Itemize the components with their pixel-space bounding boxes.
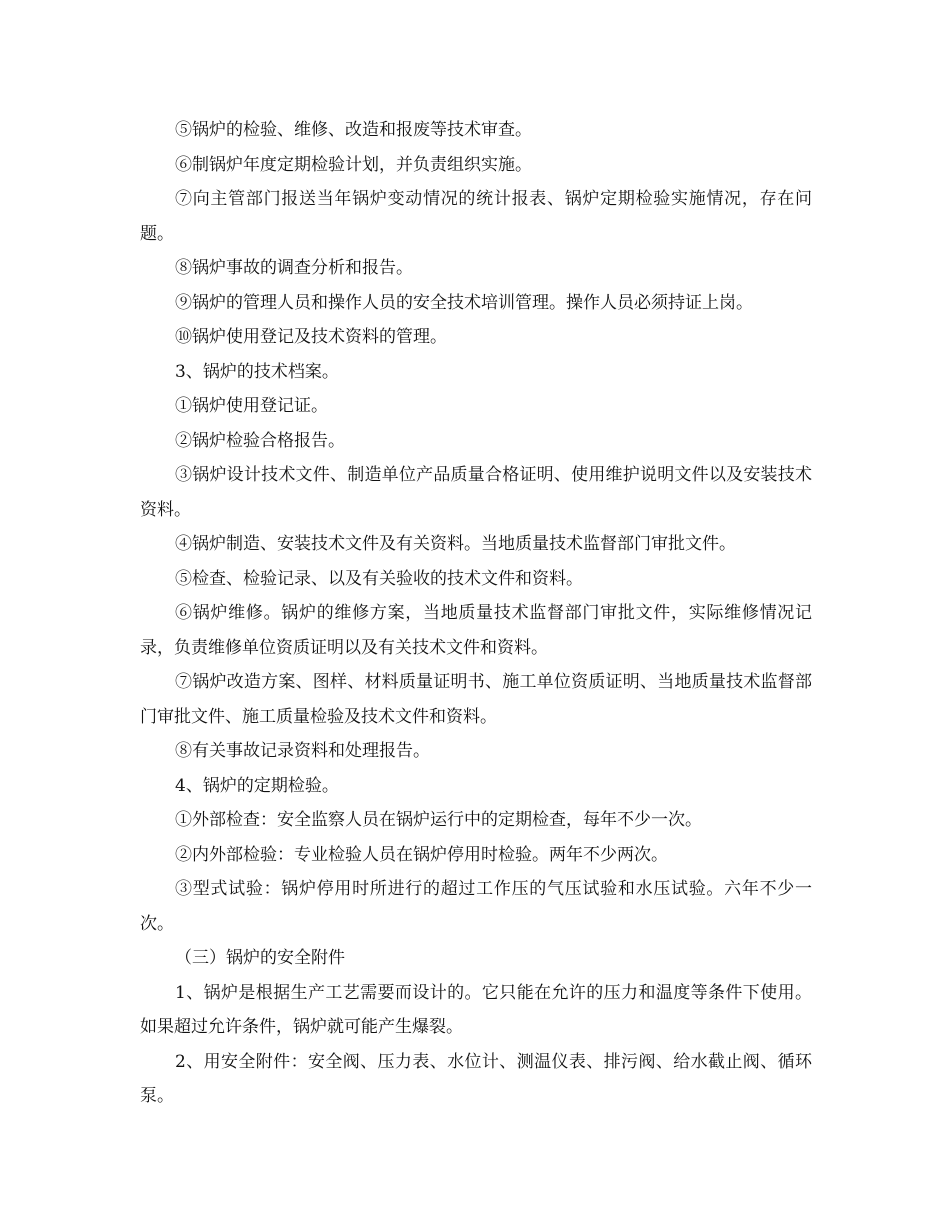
safety-paragraph-1: 1、锅炉是根据生产工艺需要而设计的。它只能在允许的压力和温度等条件下使用。如果超过允许条件，锅炉就可能产生爆裂。 [140, 982, 812, 1037]
archive-item-8: ⑧有关事故记录资料和处理报告。 [175, 741, 430, 761]
archive-item-5: ⑤检查、检验记录、以及有关验收的技术文件和资料。 [175, 568, 583, 589]
paragraph-item-7-reporting: ⑦向主管部门报送当年锅炉变动情况的统计报表、锅炉定期检验实施情况，存在问题。 [140, 189, 812, 244]
section-heading-periodic-inspection: 4、锅炉的定期检验。 [175, 775, 339, 796]
archive-item-2: ②锅炉检验合格报告。 [175, 430, 345, 451]
paragraph-item-5-inspection: ⑤锅炉的检验、维修、改造和报废等技术审查。 [175, 120, 532, 140]
section-heading-technical-archive: 3、锅炉的技术档案。 [175, 361, 339, 382]
archive-item-4: ④锅炉制造、安装技术文件及有关资料。当地质量技术监督部门审批文件。 [175, 534, 736, 554]
archive-item-6: ⑥锅炉维修。锅炉的维修方案，当地质量技术监督部门审批文件，实际维修情况记录，负责维修单位资质证明以及有关技术文件和资料。 [140, 603, 812, 658]
archive-item-3: ③锅炉设计技术文件、制造单位产品质量合格证明、使用维护说明文件以及安装技术资料。 [140, 465, 812, 520]
paragraph-item-9-training: ⑨锅炉的管理人员和操作人员的安全技术培训管理。操作人员必须持证上岗。 [175, 292, 753, 313]
inspection-item-3: ③型式试验：锅炉停用时所进行的超过工作压的气压试验和水压试验。六年不少一次。 [140, 879, 812, 934]
paragraph-item-10-registration: ⑩锅炉使用登记及技术资料的管理。 [175, 327, 447, 347]
archive-item-7: ⑦锅炉改造方案、图样、材料质量证明书、施工单位资质证明、当地质量技术监督部门审批文件、施工质量检验及技术文件和资料。 [140, 672, 812, 727]
document-body [140, 113, 812, 1114]
paragraph-item-6-inspection-plan: ⑥制锅炉年度定期检验计划，并负责组织实施。 [175, 154, 532, 175]
inspection-item-1: ①外部检查：安全监察人员在锅炉运行中的定期检查，每年不少一次。 [175, 810, 702, 830]
inspection-item-2: ②内外部检验：专业检验人员在锅炉停用时检验。两年不少两次。 [175, 844, 668, 865]
safety-paragraph-2: 2、用安全附件：安全阀、压力表、水位计、测温仪表、排污阀、给水截止阀、循环泵。 [140, 1051, 812, 1106]
section-heading-safety-accessories: （三）锅炉的安全附件 [175, 948, 345, 968]
paragraph-item-8-accident-analysis: ⑧锅炉事故的调查分析和报告。 [175, 258, 413, 278]
archive-item-1: ①锅炉使用登记证。 [175, 396, 328, 416]
